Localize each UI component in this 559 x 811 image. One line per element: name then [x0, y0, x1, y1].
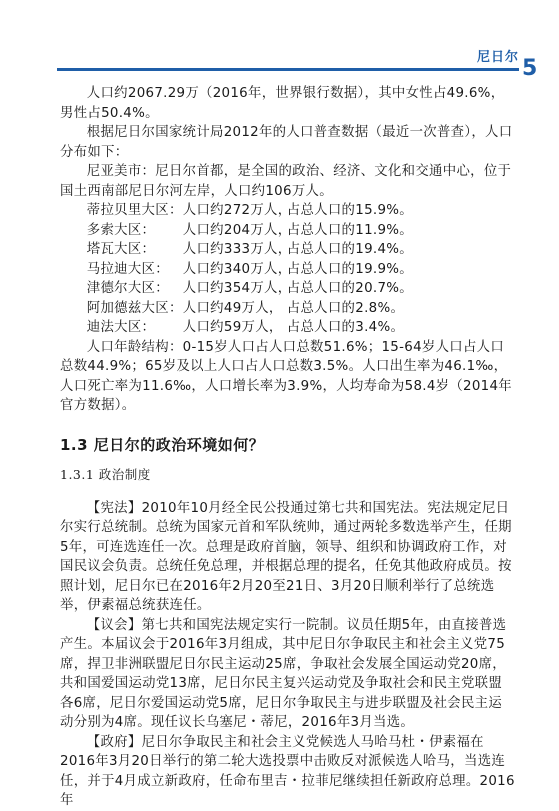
list-item — [60, 221, 515, 241]
region-population: 人口约49万人， — [182, 300, 283, 316]
paragraph-tag: 【政府】 — [86, 734, 142, 750]
region-share: 占总人口的19.4%。 — [286, 242, 413, 257]
region-population: 人口约204万人， — [182, 222, 292, 238]
region-name: 蒂拉贝里大区： — [86, 203, 183, 218]
paragraph-tag: 【议会】 — [86, 617, 142, 633]
region-share: 占总人口的19.9%。 — [286, 261, 413, 277]
paragraph-text: 第七共和国宪法规定实行一院制。议员任期5年，由直接普选产生。本届议会于2016年3月组成，其中尼日尔争取民主和社会主义党75席，捍卫非洲联盟尼日尔民主运动25席，争取社会发展全国运动党20席，共和国爱国运动党13席，尼日尔民主复兴运动党及争取社会和民主党联盟各6席，尼日尔爱国运动党5席，尼日尔争取民主与进步联盟及社会民主运动分别为4席。现任议长乌塞尼・蒂尼，2016年3月当选。 — [60, 617, 507, 730]
list-item — [60, 201, 515, 221]
region-name: 津德尔大区： — [86, 281, 169, 296]
header-title: 尼日尔 — [476, 50, 519, 65]
paragraph-text: 尼日尔争取民主和社会主义党候选人马哈马杜・伊素福在2016年3月20日举行的第二轮大选投票中击败反对派候选人哈马，当选连任，并于4月成立新政府，任命布里吉・拉菲尼继续担任新政府总理。2016年 — [60, 734, 515, 808]
region-name: 马拉迪大区： — [86, 261, 169, 277]
subsection-title: 1.3.1 政治制度 — [60, 467, 151, 482]
age-structure-paragraph: 人口年龄结构：0-15岁人口占人口总数51.6%；15-64岁人口占人口总数44.9%；65岁及以上人口占人口总数3.5%。人口出生率为46.1‰，人口死亡率为11.6‰，人口增长率为3.9%，人均寿命为58.4岁（2014年官方数据）。 — [60, 339, 512, 413]
region-list — [60, 201, 515, 338]
paragraph-tag: 【宪法】 — [86, 500, 142, 516]
region-name: 迪法大区： — [86, 320, 156, 335]
region-share: 占总人口的20.7%。 — [286, 281, 413, 296]
list-item — [60, 240, 515, 260]
page-content — [60, 84, 515, 811]
region-share: 占总人口的15.9%。 — [286, 203, 413, 218]
region-name: 阿加德兹大区： — [86, 300, 183, 316]
list-item — [60, 318, 515, 338]
page-header — [57, 36, 519, 71]
region-population: 人口约340万人， — [182, 261, 292, 277]
section-title: 1.3 尼日尔的政治环境如何？ — [60, 435, 265, 454]
region-population: 人口约272万人， — [182, 203, 292, 218]
region-name: 塔瓦大区： — [86, 242, 156, 257]
list-item — [60, 260, 515, 280]
region-share: 占总人口的11.9%。 — [286, 222, 413, 238]
population-total: 人口约2067.29万（2016年，世界银行数据），其中女性占49.6%，男性占50.4%。 — [60, 86, 505, 121]
region-share: 占总人口的3.4%。 — [286, 320, 405, 335]
page-number: 5 — [522, 56, 538, 81]
region-share: 占总人口的2.8%。 — [286, 300, 405, 316]
niamey-paragraph: 尼亚美市：尼日尔首都，是全国的政治、经济、文化和交通中心，位于国土西南部尼日尔河左岸，人口约106万人。 — [60, 164, 512, 199]
list-item — [60, 279, 515, 299]
region-name: 多索大区： — [86, 222, 156, 238]
constitution-paragraph — [60, 499, 515, 616]
paragraph-text: 2010年10月经全民公投通过第七共和国宪法。宪法规定尼日尔实行总统制。总统为国家元首和军队统帅，通过两轮多数选举产生，任期5年，可连选连任一次。总理是政府首脑，领导、组织和协调政府工作，对国民议会负责。总统任免总理，并根据总理的提名，任免其他政府成员。按照计划，尼日尔已在2016年2月20至21日、3月20日顺利举行了总统选举，伊素福总统获连任。 — [60, 500, 512, 613]
list-item — [60, 299, 515, 319]
region-population: 人口约354万人， — [182, 281, 292, 296]
region-population: 人口约59万人， — [182, 320, 283, 335]
parliament-paragraph — [60, 616, 515, 733]
government-paragraph — [60, 733, 515, 811]
region-population: 人口约333万人， — [182, 242, 292, 257]
census-intro: 根据尼日尔国家统计局2012年的人口普查数据（最近一次普查），人口分布如下： — [60, 125, 513, 160]
